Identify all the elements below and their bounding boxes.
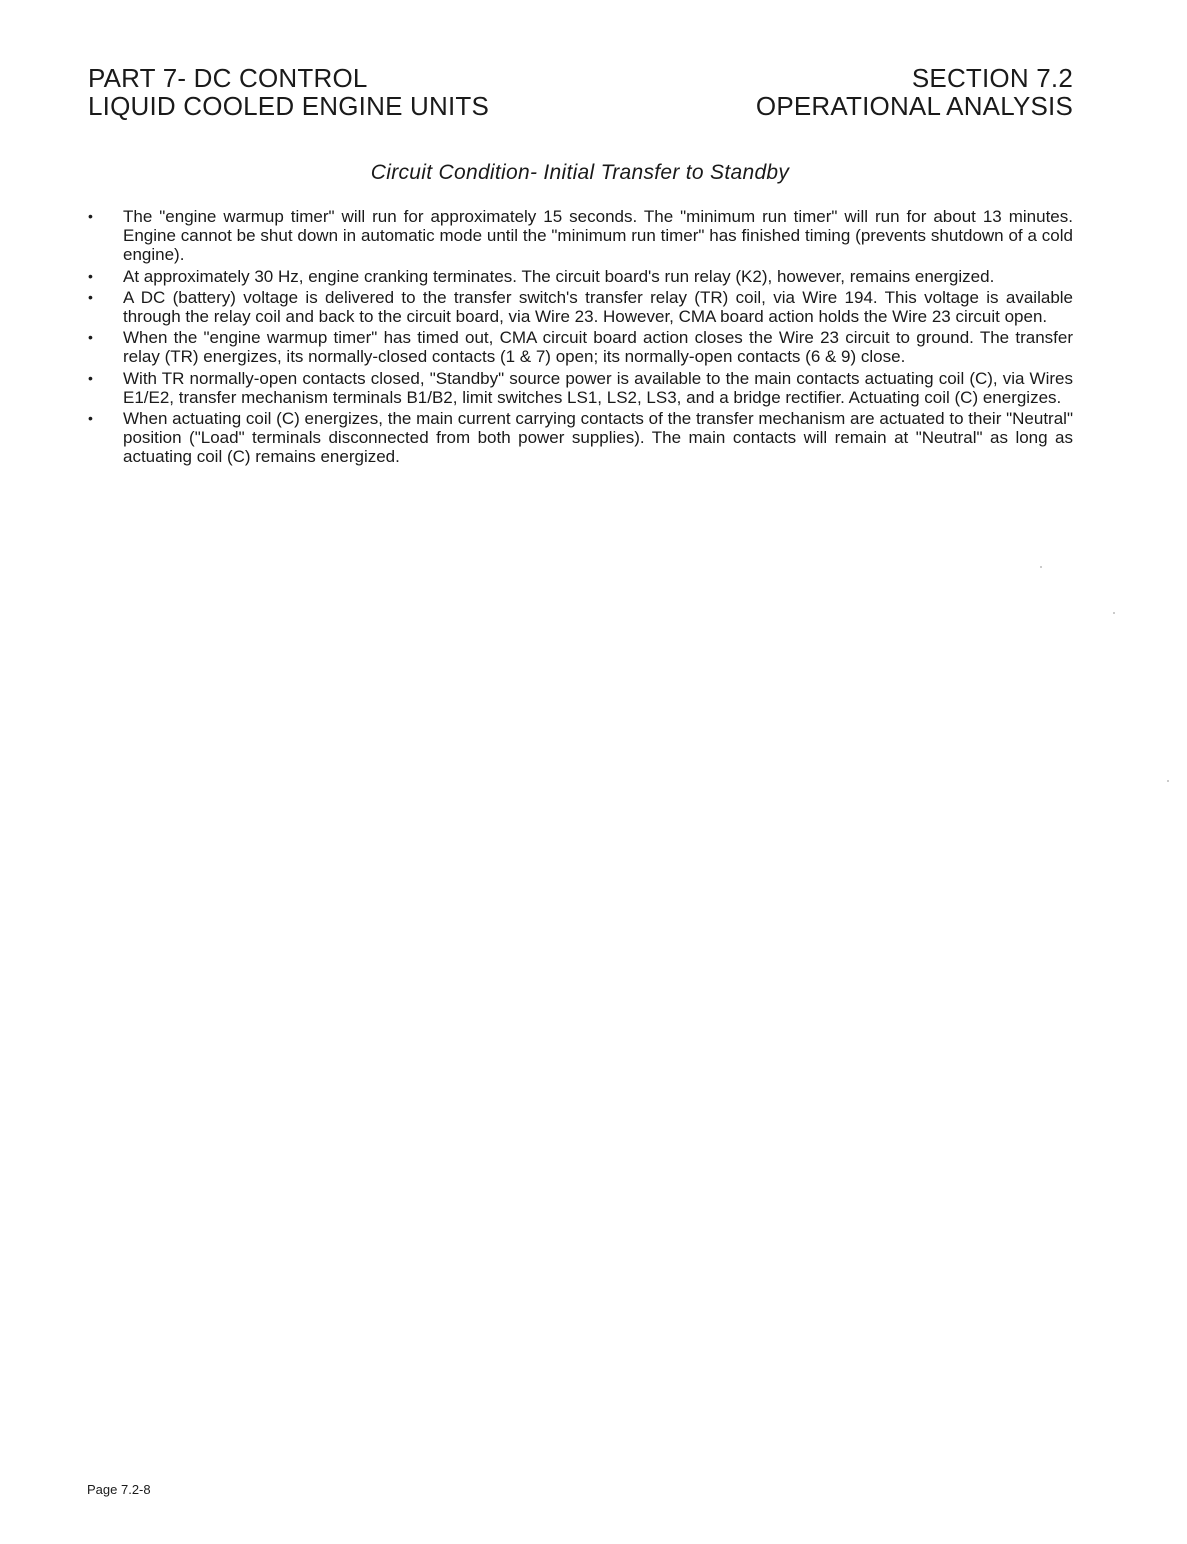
list-item: [88, 369, 1073, 407]
bullet-icon: •: [88, 369, 93, 386]
part-subtitle: LIQUID COOLED ENGINE UNITS: [88, 91, 490, 121]
section-header: [756, 64, 1073, 120]
list-item: [88, 288, 1073, 326]
part-title: PART 7- DC CONTROL: [88, 63, 368, 93]
list-item-text: The "engine warmup timer" will run for approximately 15 seconds. The "minimum run timer" will run for about 13 minutes. Engine cannot be shut down in automatic mode until the "minimum run timer" has finished timing (prevents shutdown of a cold engine).: [123, 207, 1073, 265]
part-header: [88, 64, 489, 120]
page-number: Page 7.2-8: [87, 1482, 151, 1497]
list-item: [88, 328, 1073, 366]
list-item: [88, 409, 1073, 467]
list-item-text: At approximately 30 Hz, engine cranking terminates. The circuit board's run relay (K2), however, remains energized.: [123, 266, 995, 286]
scan-speck: [1167, 780, 1169, 782]
section-title: Circuit Condition- Initial Transfer to Standby: [370, 161, 790, 184]
bullet-list: [88, 207, 1073, 469]
bullet-icon: •: [88, 329, 93, 346]
section-number: SECTION 7.2: [911, 63, 1073, 93]
section-name: OPERATIONAL ANALYSIS: [755, 91, 1073, 121]
list-item: [88, 267, 1073, 286]
bullet-icon: •: [88, 410, 93, 427]
scan-speck: [1040, 566, 1042, 568]
list-item-text: When actuating coil (C) energizes, the main current carrying contacts of the transfer mechanism are actuated to their "Neutral" position ("Load" terminals disconnected from both power supplies). The main contacts will remain at "Neutral" as long as actuating coil (C) remains energized.: [123, 409, 1073, 467]
list-item: [88, 207, 1073, 265]
list-item-text: When the "engine warmup timer" has timed out, CMA circuit board action closes the Wire 23 circuit to ground. The transfer relay (TR) energizes, its normally-closed contacts (1 & 7) open; its normally-open contacts (6 & 9) close.: [123, 328, 1073, 367]
bullet-icon: •: [88, 208, 93, 224]
bullet-icon: •: [88, 267, 93, 284]
list-item-text: A DC (battery) voltage is delivered to the transfer switch's transfer relay (TR) coil, via Wire 194. This voltage is available through the relay coil and back to the circuit board, via Wire 23. However, CMA board action holds the Wire 23 circuit open.: [123, 287, 1073, 327]
bullet-icon: •: [88, 288, 93, 305]
scan-speck: [1113, 612, 1115, 614]
list-item-text: With TR normally-open contacts closed, "Standby" source power is available to the main contacts actuating coil (C), via Wires E1/E2, transfer mechanism terminals B1/B2, limit switches LS1, LS2, LS3, and a bridge rectifier. Actuating coil (C) energizes.: [123, 368, 1073, 407]
